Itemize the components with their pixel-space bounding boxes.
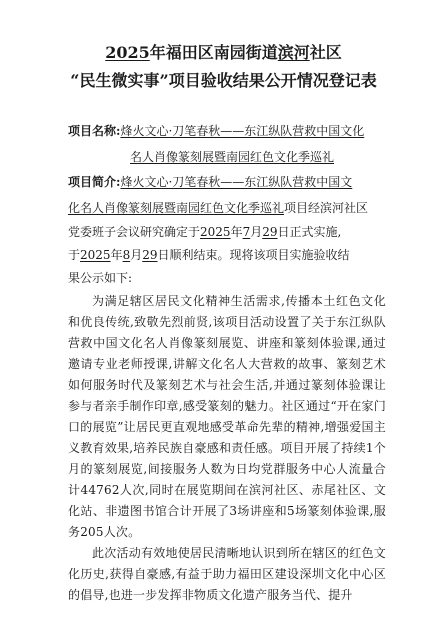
intro-after-name: 项目经滨河社区 [284, 201, 369, 215]
intro-name-line2: 化名人肖像篆刻展暨南园红色文化季巡礼 [68, 201, 285, 215]
body-paragraph: 此次活动有效地使居民清晰地认识到所在辖区的红色文化历史,获得自豪感,有益于助力福田区建设深圳文化中心区的倡导,也进一步发挥非物质文化遗产服务当代、提升 [68, 546, 386, 602]
project-name-line2: 名人肖像篆刻展暨南园红色文化季巡礼 [130, 150, 335, 164]
intro-label: 项目简介: [68, 175, 121, 189]
intro-row4 [68, 247, 398, 263]
intro-row1 [68, 174, 398, 190]
title-year: 2025 [105, 43, 150, 62]
start-year: 2025 [200, 225, 231, 239]
start-month: 7 [242, 225, 251, 239]
year-char: 年 [110, 248, 123, 262]
end-year: 2025 [80, 248, 111, 262]
document-subtitle: “民生微实事”项目验收结果公开情况登记表 [70, 71, 377, 90]
end-day: 29 [142, 248, 158, 262]
end-month: 8 [122, 248, 131, 262]
project-name-label: 项目名称: [68, 124, 121, 138]
intro-row2 [68, 200, 398, 216]
intro-end-prefix: 于 [68, 248, 81, 262]
intro-end-suffix: 日顺利结束。现将该项目实施验收结 [157, 248, 350, 262]
title-suffix: 社区 [309, 43, 342, 62]
document-title [0, 43, 447, 63]
month-char: 月 [250, 225, 263, 239]
start-day: 29 [262, 225, 278, 239]
intro-name-line1: 烽火文心·刀笔春秋——东江纵队营救中国文 [120, 175, 353, 189]
intro-start-suffix: 日正式实施, [277, 225, 342, 239]
intro-line5: 果公示如下: [68, 271, 133, 285]
title-community: 滨河 [277, 43, 310, 62]
project-name-row [68, 123, 398, 139]
project-name-line1: 烽火文心·刀笔春秋——东江纵队营救中国文化 [120, 124, 365, 138]
title-district: 年福田区南园街道 [149, 43, 278, 62]
intro-row5 [68, 270, 398, 286]
intro-row3 [68, 224, 398, 240]
document-body [68, 291, 386, 606]
body-paragraph: 为满足辖区居民文化精神生活需求,传播本土红色文化和优良传统,致敬先烈前贤,该项目活动设置了关于东江纵队营救中国文化名人肖像篆刻展览、讲座和篆刻体验课,通过邀请专业老师授课,讲解文化名人大营救的故事、篆刻艺术如何服务时代及篆刻艺术与社会生活,并通过篆刻体验课让参与者亲手制作印章,感受篆刻的魅力。社区通过“开在家门口的展览”让居民更直观地感受革命先辈的精神,增强爱国主义教育效果,培养民族自豪感和责任感。项目开展了持续1个月的篆刻展览,间接服务人数为日均党群服务中心人流量合计44762人次,同时在展览期间在滨河社区、赤尾社区、文化站、非遗图书馆合计开展了3场讲座和5场篆刻体验课,服务205人次。 [68, 294, 386, 539]
year-char: 年 [230, 225, 243, 239]
project-name-row2 [130, 149, 447, 165]
month-char: 月 [130, 248, 143, 262]
intro-start-prefix: 党委班子会议研究确定于 [68, 225, 201, 239]
